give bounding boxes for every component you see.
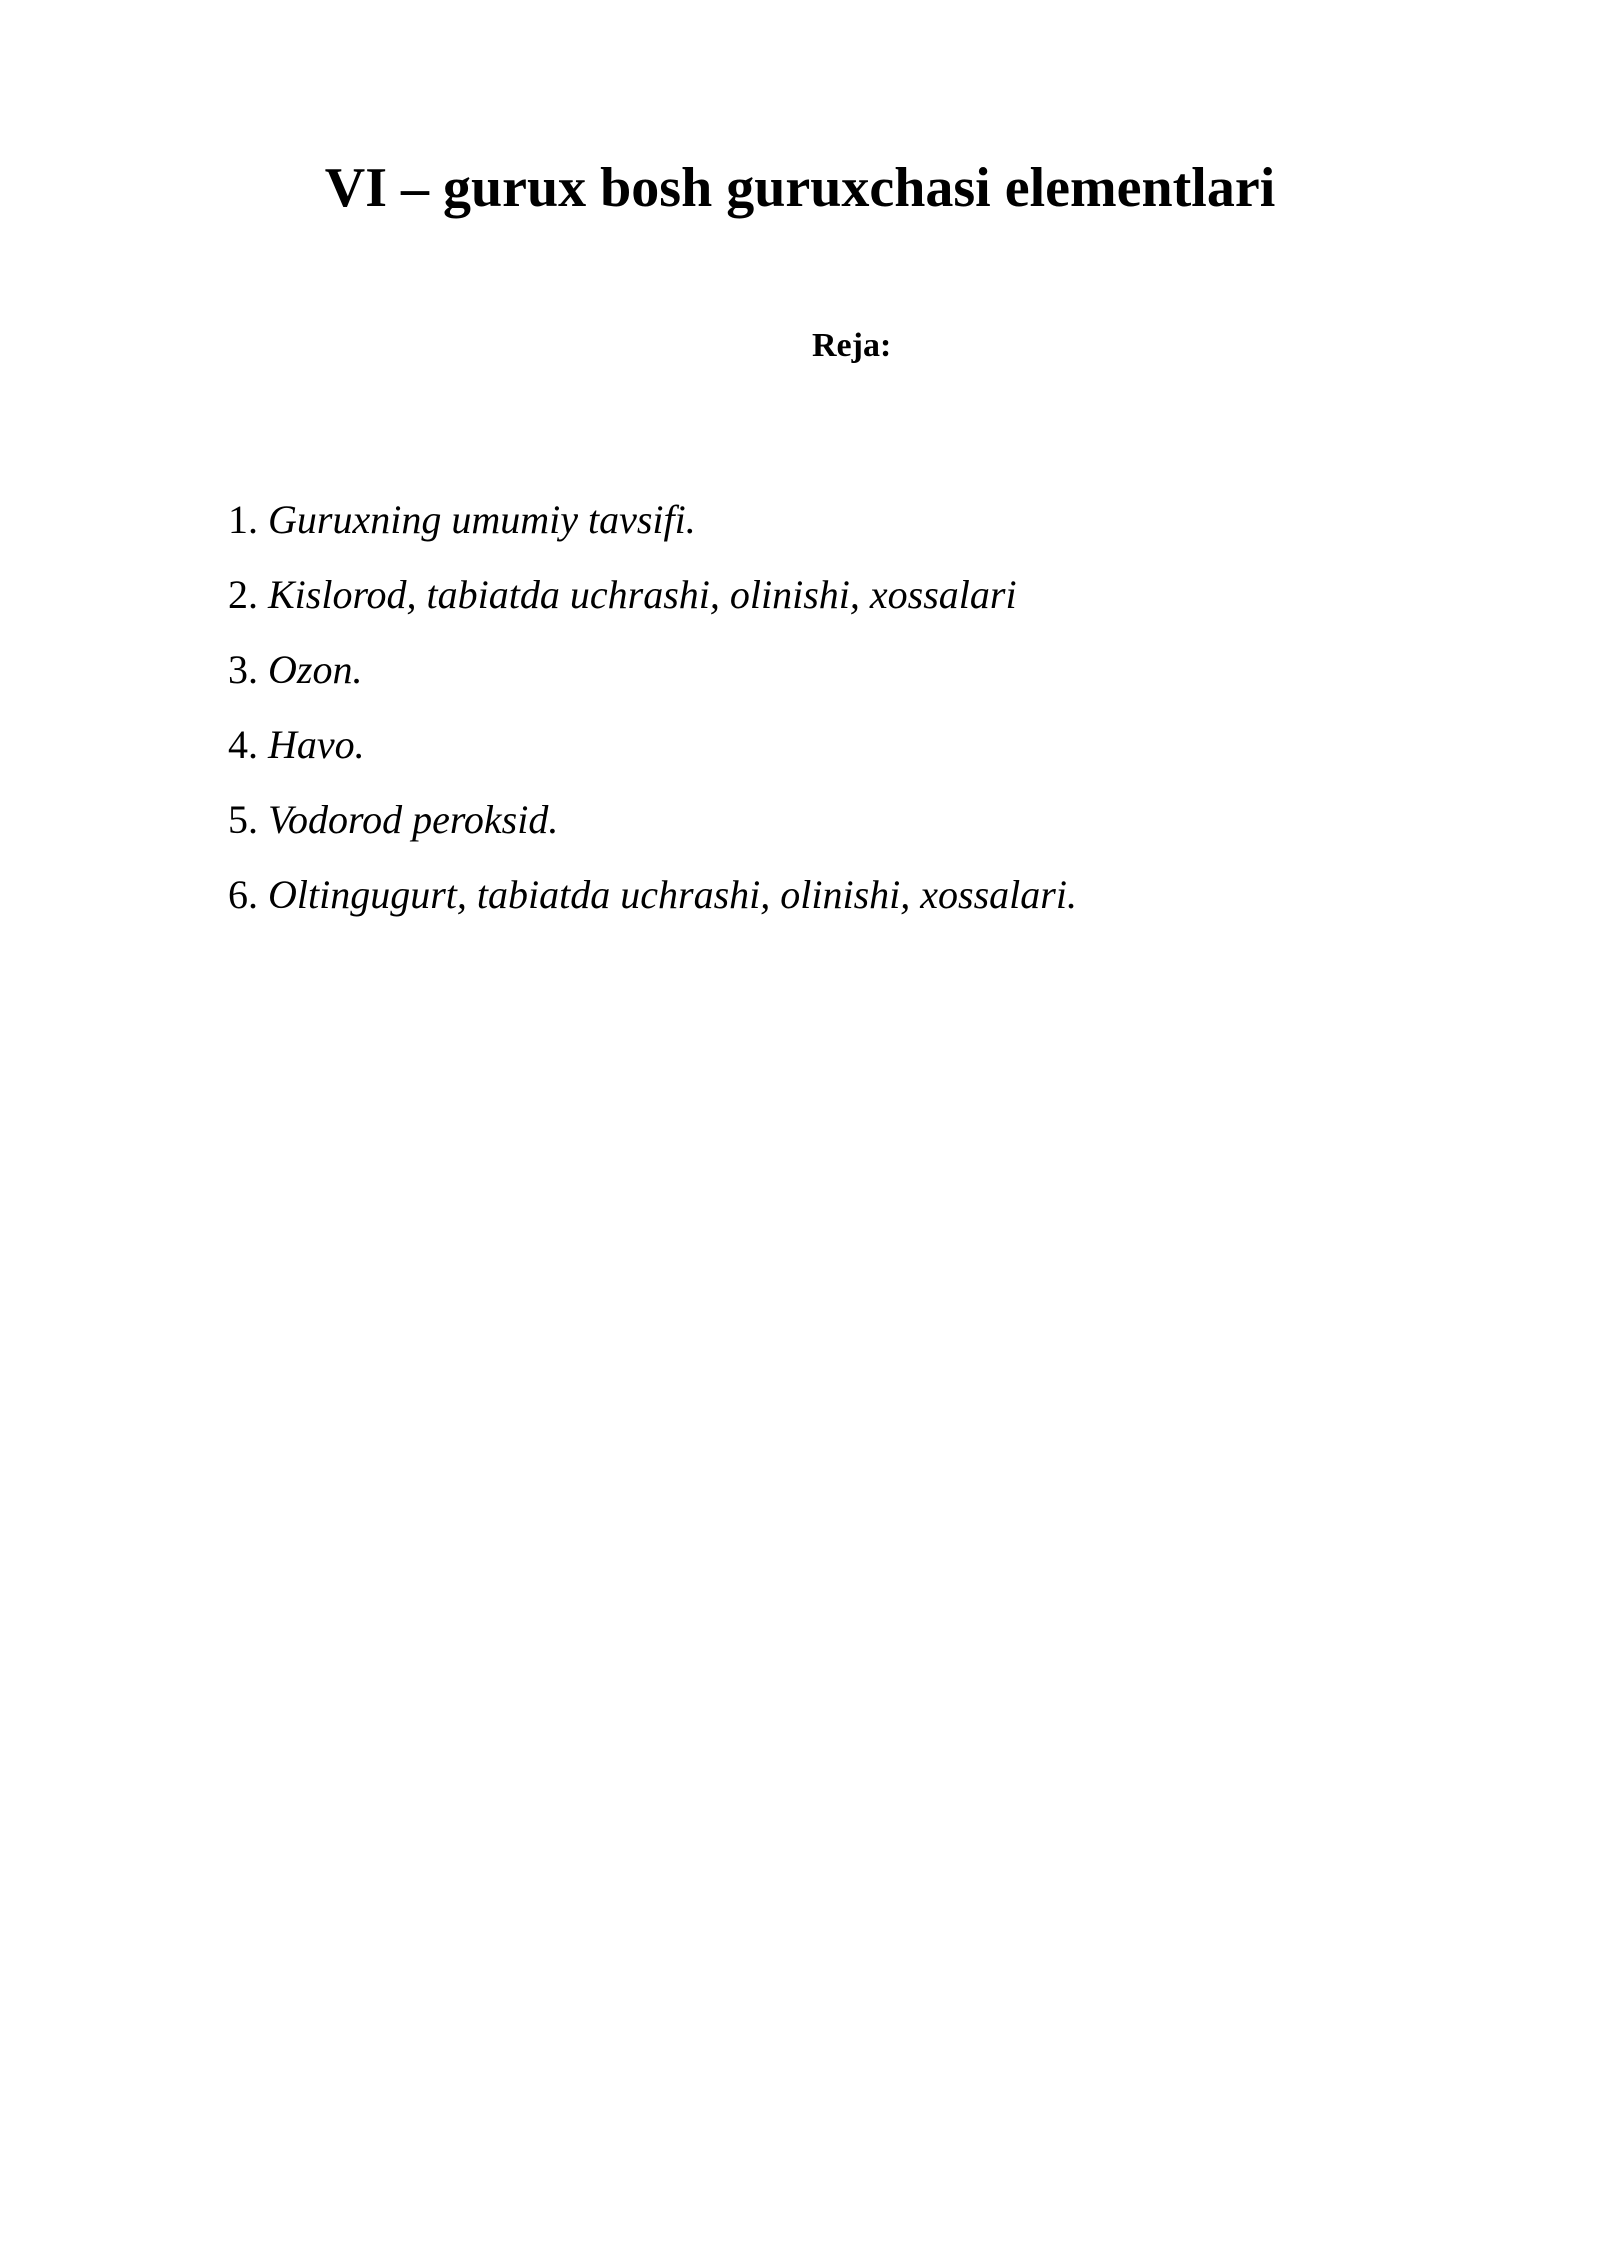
- list-item: [228, 482, 1077, 557]
- list-item-text: Kislorod, tabiatda uchrashi, olinishi, xossalari: [268, 572, 1017, 617]
- list-item: [228, 557, 1077, 632]
- plan-heading: Reja:: [812, 327, 892, 364]
- list-item-number: 3.: [228, 647, 258, 692]
- plan-list: [228, 482, 1077, 932]
- list-item: [228, 857, 1077, 932]
- list-item-number: 6.: [228, 872, 258, 917]
- list-item-text: Ozon.: [268, 647, 363, 692]
- list-item: [228, 707, 1077, 782]
- list-item-text: Havo.: [268, 722, 365, 767]
- list-item: [228, 782, 1077, 857]
- list-item-number: 5.: [228, 797, 258, 842]
- list-item-number: 2.: [228, 572, 258, 617]
- list-item: [228, 632, 1077, 707]
- list-item-text: Guruxning umumiy tavsifi.: [268, 497, 696, 542]
- page-title: VI – gurux bosh guruxchasi elementlari: [324, 157, 1276, 219]
- list-item-text: Vodorod peroksid.: [268, 797, 559, 842]
- list-item-number: 1.: [228, 497, 258, 542]
- list-item-number: 4.: [228, 722, 258, 767]
- list-item-text: Oltingugurt, tabiatda uchrashi, olinishi, xossalari.: [268, 872, 1077, 917]
